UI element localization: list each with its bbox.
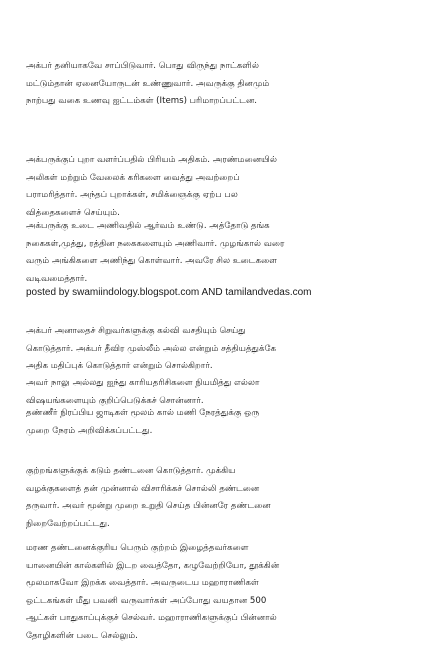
paragraph-education: அக்பர் அனாதைச் சிறுவர்களுக்கு கல்வி வசதியும் செய்து கொடுத்தார். அக்பர் தீவிர முஸ்லீம் அல்ல என்றும் சத்தியத்துக்கே அதிக மதிப்புக் கொடுத்தார் என்றும் சொல்கிறார். <box>26 326 277 371</box>
paragraph-meals: அக்பர் தனியாகவே சாப்பிடுவார். பொது விருந்து நாட்களில் மட்டும்தான் ஏனையோருடன் உண்ணுவார். அவருக்கு தினமும் நாற்பது வகை உணவு ஐட்டம்கள் (Items) பரிமாறப்பட்டன. <box>26 61 270 106</box>
paragraph-death-penalty: மரண தண்டனைக்குரிய பெரும் குற்றம் இழைத்தவர்களை யானையின் கால்களில் இடற வைத்தோ, கழுவேற்றியோ, தூக்கின் மூலமாகவோ இறக்க வைத்தார். அவருடைய மஹாராணிகள் ஒட்டகங்கள் மீது பவனி வருவார்கள் அப்போது வயதான 500 ஆட்கள் பாதுகாப்புக்குச் செல்வர். மஹாராணிகளுக்குப் பின்னால் தோழிகளின் படை செல்லும். <box>26 543 280 641</box>
source-credit-line: posted by swamiindology.blogspot.com AND tamilandvedas.com <box>26 287 312 298</box>
paragraph-punishment: குற்றங்களுக்குக் கடும் தண்டனை கொடுத்தார். முக்கிய வழக்குகளைத் தன் முன்னால் விசாரிக்கச் சொல்லி தண்டனை தருவார். அவர் மூன்று முறை உறுதி செய்த பின்னரே தண்டனை நிறைவேற்றப்பட்டது. <box>26 466 271 529</box>
paragraph-clothing: அக்பருக்கு உடை அணிவதில் ஆர்வம் உண்டு. அத்தோடு தங்க நகைகள்,முத்து, ரத்தின நகைகளையும் அணிவார். முழங்கால் வரை வரும் அங்கிகளை அணிந்து கொள்வார். அவரே சில உடைகளை வடிவமைத்தார். <box>26 221 285 284</box>
paragraph-pigeons: அக்பருக்குப் புறா வளர்ப்பதில் பிரியம் அதிகம். அரண்மனையில் அலிகள் மற்றும் வேலைக் கரிகளை வைத்து அவற்றைப் பராமரித்தார். அந்தப் புறாக்கள், சமிக்ஞைக்கு ஏற்ப பல வித்தைகளைச் செய்யும். <box>26 155 278 218</box>
paragraph-water-clock: தண்ணீர் நிரப்பிய ஜாடிகள் மூலம் கால் மணி நேரத்துக்கு ஒரு முறை நேரம் அறிவிக்கப்பட்டது. <box>26 408 260 436</box>
paragraph-secretaries: அவர் நாலு அல்லது ஐந்து காரியதரிசிகளை நியமித்து எல்லா விஷயங்களையும் குறிப்பெடுக்கச் சொன்னார். <box>26 378 260 406</box>
